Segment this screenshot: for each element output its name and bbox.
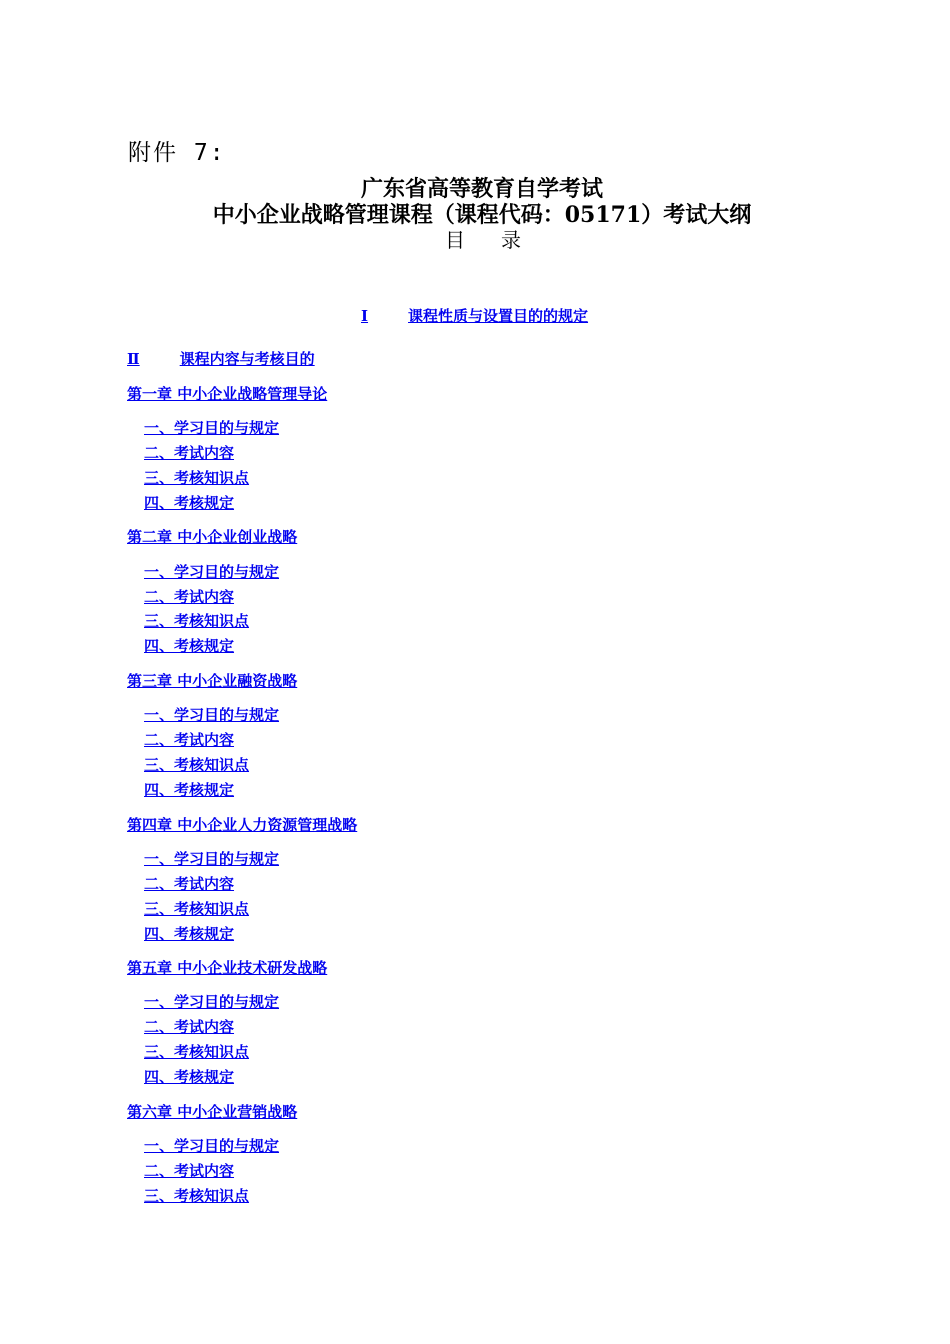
toc-chapter-3-item-1[interactable]: 一、学习目的与规定 (144, 706, 280, 724)
toc-chapter-2-item-3[interactable]: 三、考核知识点 (144, 612, 250, 630)
toc-chapter-2-item-1[interactable]: 一、学习目的与规定 (144, 563, 280, 581)
toc-chapter-5[interactable]: 第五章 中小企业技术研发战略 (127, 959, 328, 977)
toc-chapter-6-item-2[interactable]: 二、考试内容 (144, 1162, 235, 1180)
toc-chapter-1-item-3[interactable]: 三、考核知识点 (144, 469, 250, 487)
toc-chapter-5-item-4[interactable]: 四、考核规定 (144, 1068, 235, 1086)
toc-chapter-6-item-1[interactable]: 一、学习目的与规定 (144, 1137, 280, 1155)
toc-part1-label: 课程性质与设置目的的规定 (408, 307, 589, 325)
document-title-line2: 中小企业战略管理课程（课程代码：05171）考试大纲 (212, 202, 752, 228)
toc-chapter-2-item-2[interactable]: 二、考试内容 (144, 588, 235, 606)
toc-link-part1[interactable] (361, 306, 588, 326)
toc-chapter-6-item-3[interactable]: 三、考核知识点 (144, 1187, 250, 1205)
toc-chapter-4-item-3[interactable]: 三、考核知识点 (144, 900, 250, 918)
toc-chapter-4-item-4[interactable]: 四、考核规定 (144, 925, 235, 943)
toc-link-part2[interactable] (127, 349, 315, 369)
toc-chapter-3-item-3[interactable]: 三、考核知识点 (144, 756, 250, 774)
attachment-label: 附件 7: (128, 140, 226, 166)
toc-chapter-3[interactable]: 第三章 中小企业融资战略 (127, 672, 298, 690)
toc-chapter-3-item-2[interactable]: 二、考试内容 (144, 731, 235, 749)
toc-chapter-2-item-4[interactable]: 四、考核规定 (144, 637, 235, 655)
toc-chapter-2[interactable]: 第二章 中小企业创业战略 (127, 528, 298, 546)
toc-chapter-5-item-1[interactable]: 一、学习目的与规定 (144, 993, 280, 1011)
toc-heading: 目录 (445, 228, 557, 252)
toc-chapter-4[interactable]: 第四章 中小企业人力资源管理战略 (127, 816, 358, 834)
toc-part1-number: Ⅰ (361, 307, 369, 325)
toc-chapter-1[interactable]: 第一章 中小企业战略管理导论 (127, 385, 328, 403)
toc-part2-label: 课程内容与考核目的 (179, 350, 315, 368)
toc-part2-number: Ⅱ (127, 350, 140, 368)
toc-chapter-1-item-1[interactable]: 一、学习目的与规定 (144, 419, 280, 437)
toc-chapter-5-item-2[interactable]: 二、考试内容 (144, 1018, 235, 1036)
toc-chapter-3-item-4[interactable]: 四、考核规定 (144, 781, 235, 799)
toc-chapter-5-item-3[interactable]: 三、考核知识点 (144, 1043, 250, 1061)
toc-chapter-4-item-2[interactable]: 二、考试内容 (144, 875, 235, 893)
toc-chapter-1-item-4[interactable]: 四、考核规定 (144, 494, 235, 512)
toc-chapter-4-item-1[interactable]: 一、学习目的与规定 (144, 850, 280, 868)
toc-chapter-1-item-2[interactable]: 二、考试内容 (144, 444, 235, 462)
toc-chapter-6[interactable]: 第六章 中小企业营销战略 (127, 1103, 298, 1121)
document-title-line1: 广东省高等教育自学考试 (360, 176, 603, 202)
